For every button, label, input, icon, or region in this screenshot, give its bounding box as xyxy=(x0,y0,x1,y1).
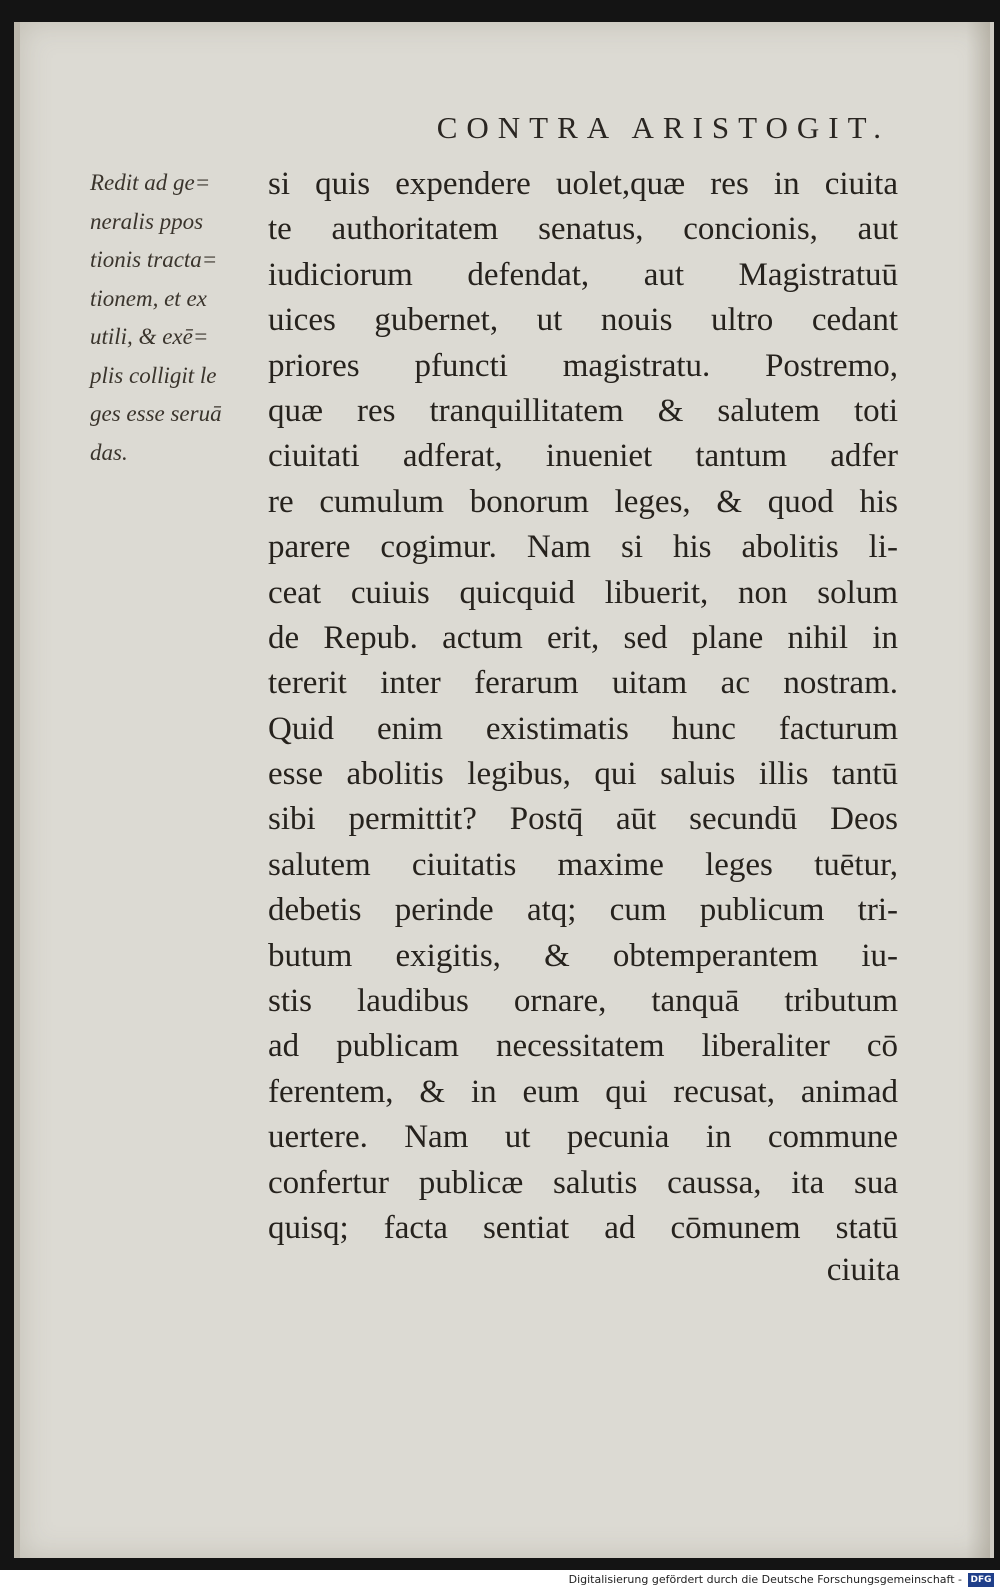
text-line: uertere. Nam ut pecunia in commune xyxy=(268,1119,898,1156)
text-line: iudiciorum defendat, aut Magistratuū xyxy=(268,256,898,293)
running-head: CONTRA ARISTOGIT. xyxy=(436,110,890,145)
text-line: de Repub. actum erit, sed plane nihil in xyxy=(268,619,898,656)
text-line: sibi permittit? Postq̄ aūt secundū Deos xyxy=(268,801,898,838)
text-line: si quis expendere uolet,quæ res in ciuita xyxy=(268,166,898,202)
marginal-note xyxy=(90,164,268,472)
text-line: ad publicam necessitatem liberaliter cō xyxy=(268,1028,898,1065)
text-line: quisq; facta sentiat ad cōmunem statū xyxy=(268,1209,898,1246)
marginal-note-line: neralis ppos xyxy=(90,208,204,234)
text-line: debetis perinde atq; cum publicum tri- xyxy=(268,892,898,929)
text-line: uices gubernet, ut nouis ultro cedant xyxy=(268,302,898,339)
page-gutter-shadow xyxy=(966,22,990,1558)
marginal-note-line: das. xyxy=(90,439,128,465)
marginal-note-line: plis colligit le xyxy=(90,362,217,388)
text-line: ciuitati adferat, inueniet tantum adfer xyxy=(268,438,898,475)
funding-credit: Digitalisierung gefördert durch die Deutsche Forschungsgemeinschaft - xyxy=(568,1573,962,1586)
marginal-note-line: utili, & exē= xyxy=(90,324,209,349)
text-line: parere cogimur. Nam si his abolitis li- xyxy=(268,529,898,566)
text-line: Quid enim existimatis hunc facturum xyxy=(268,710,898,747)
text-line: stis laudibus ornare, tanquā tributum xyxy=(268,983,898,1020)
text-line: butum exigitis, & obtemperantem iu- xyxy=(268,937,898,974)
text-line: confertur publicæ salutis caussa, ita sua xyxy=(268,1164,898,1201)
text-line: te authoritatem senatus, concionis, aut xyxy=(268,211,898,248)
text-line: esse abolitis legibus, qui saluis illis tantū xyxy=(268,756,898,793)
text-line: re cumulum bonorum leges, & quod his xyxy=(268,483,898,520)
marginal-note-line: tionis tracta= xyxy=(90,247,218,272)
marginal-note-line: Redit ad ge= xyxy=(90,170,211,195)
text-line: tererit inter ferarum uitam ac nostram. xyxy=(268,665,898,702)
text-line: priores pfuncti magistratu. Postremo, xyxy=(268,347,898,384)
marginal-note-line: ges esse seruā xyxy=(90,401,222,426)
text-line: quæ res tranquillitatem & salutem toti xyxy=(268,392,898,429)
digitization-footer xyxy=(0,1570,1000,1591)
text-line: ceat cuiuis quicquid libuerit, non solum xyxy=(268,574,898,611)
main-text-block xyxy=(268,162,898,1251)
text-line: salutem ciuitatis maxime leges tuētur, xyxy=(268,846,898,883)
marginal-note-line: tionem, et ex xyxy=(90,285,207,311)
book-page xyxy=(14,22,994,1558)
text-line: ferentem, & in eum qui recusat, animad xyxy=(268,1073,898,1110)
dfg-logo-icon: DFG xyxy=(968,1573,994,1587)
catchword: ciuita xyxy=(826,1252,900,1288)
